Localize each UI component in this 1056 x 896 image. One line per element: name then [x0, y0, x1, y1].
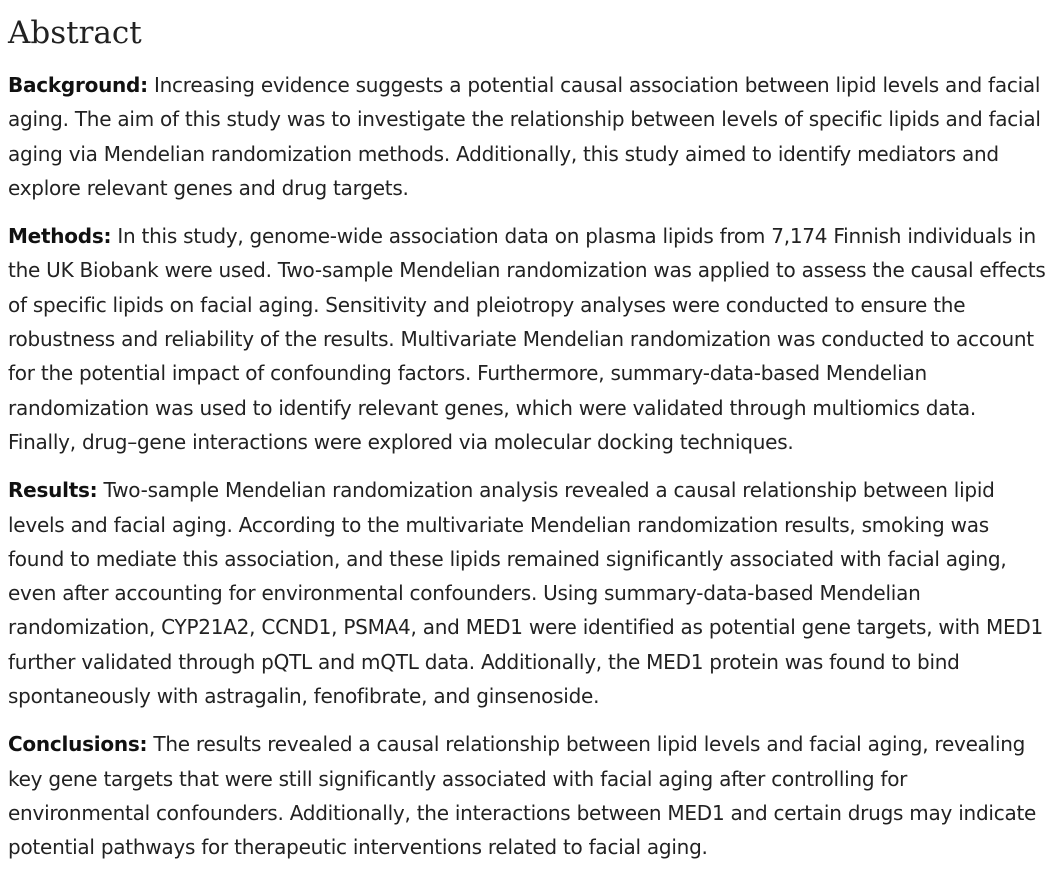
background-section [8, 68, 1046, 205]
methods-section [8, 219, 1046, 459]
results-label: Results: [8, 478, 98, 503]
conclusions-label: Conclusions: [8, 732, 148, 757]
abstract-title: Abstract [8, 15, 142, 51]
methods-label: Methods: [8, 224, 112, 249]
conclusions-section [8, 727, 1046, 864]
conclusions-text: The results revealed a causal relationship between lipid levels and facial aging, revealing key gene targets that were still significantly associated with facial aging after controlling for environmental confounders. Additionally, the interactions between MED1 and certain drugs may indicate potential pathways for therapeutic interventions related to facial aging. [8, 732, 1037, 860]
background-label: Background: [8, 73, 148, 97]
results-text: Two-sample Mendelian randomization analysis revealed a causal relationship between lipid levels and facial aging. According to the multivariate Mendelian randomization results, smoking was found to mediate this association, and these lipids remained significantly associated with facial aging, even after accounting for environmental confounders. Using summary-data-based Mendelian randomization, CYP21A2, CCND1, PSMA4, and MED1 were identified as potential gene targets, with MED1 further validated through pQTL and mQTL data. Additionally, the MED1 protein was found to bind spontaneously with astragalin, fenofibrate, and ginsenoside. [8, 478, 1043, 709]
results-section [8, 473, 1046, 713]
background-text: Increasing evidence suggests a potential causal association between lipid levels and facial aging. The aim of this study was to investigate the relationship between levels of specific lipids and facial aging via Mendelian randomization methods. Additionally, this study aimed to identify mediators and explore relevant genes and drug targets. [8, 73, 1041, 200]
methods-text: In this study, genome-wide association data on plasma lipids from 7,174 Finnish individuals in the UK Biobank were used. Two-sample Mendelian randomization was applied to assess the causal effects of specific lipids on facial aging. Sensitivity and pleiotropy analyses were conducted to ensure the robustness and reliability of the results. Multivariate Mendelian randomization was conducted to account for the potential impact of confounding factors. Furthermore, summary-data-based Mendelian randomization was used to identify relevant genes, which were validated through multiomics data. Finally, drug–gene interactions were explored via molecular docking techniques. [8, 224, 1046, 454]
